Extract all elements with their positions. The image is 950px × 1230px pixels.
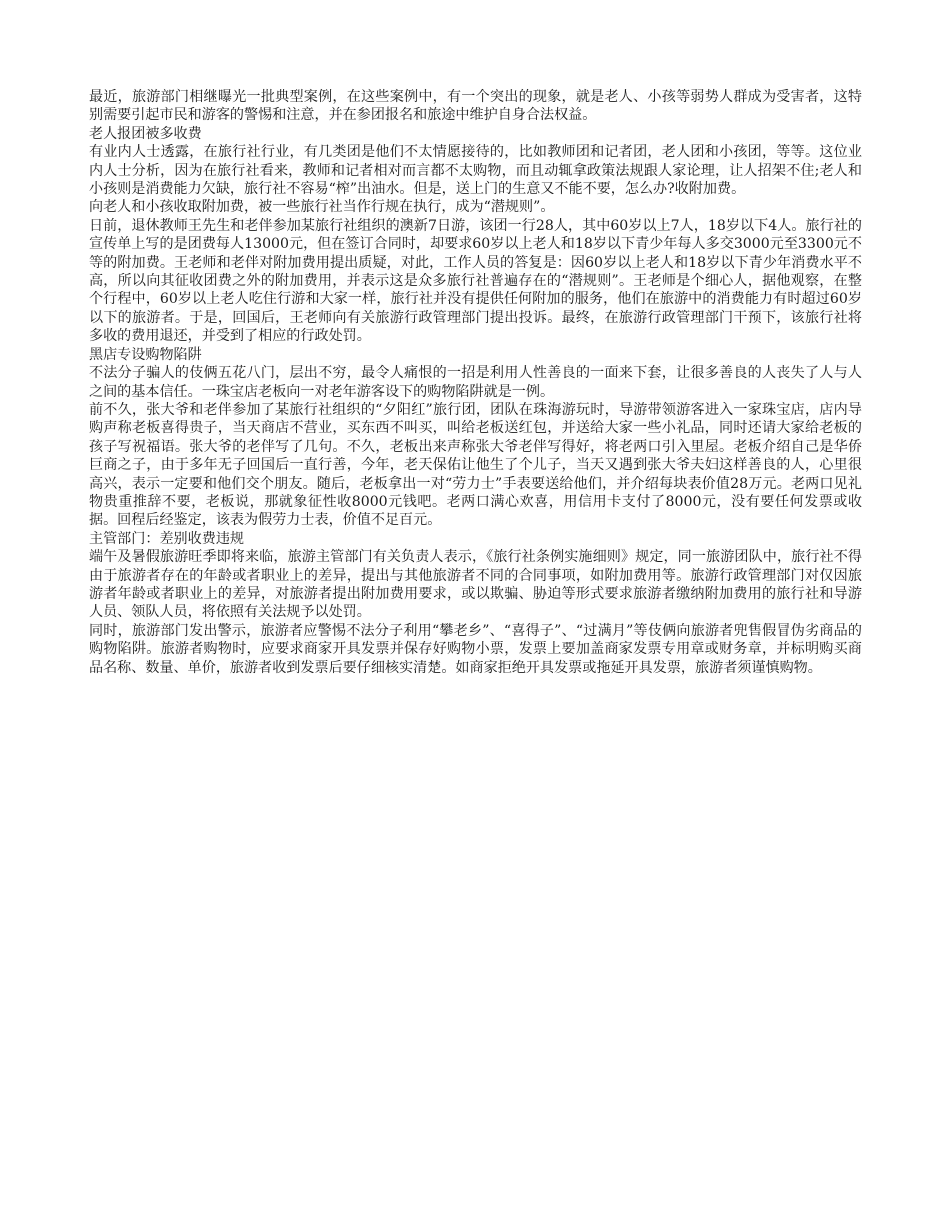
paragraph: 日前，退休教师王先生和老伴参加某旅行社组织的澳新7日游，该团一行28人，其中60岁以上7人，18岁以下4人。旅行社的宣传单上写的是团费每人13000元，但在签订合同时，却要求60岁以上老人和18岁以下青少年每人多交3000元至3300元不等的附加费。王老师和老伴对附加费用提出质疑，对此，工作人员的答复是：因60岁以上老人和18岁以下青少年消费水平不高，所以向其征收团费之外的附加费用，并表示这是众多旅行社普遍存在的“潜规则”。王老师是个细心人，据他观察，在整个行程中，60岁以上老人吃住行游和大家一样，旅行社并没有提供任何附加的服务，他们在旅游中的消费能力有时超过60岁以下的旅游者。于是，回国后，王老师向有关旅游行政管理部门提出投诉。最终，在旅游行政管理部门干预下，该旅行社将多收的费用退还，并受到了相应的行政处罚。 bbox=[89, 217, 862, 345]
paragraph: 向老人和小孩收取附加费，被一些旅行社当作行规在执行，成为“潜规则”。 bbox=[89, 199, 555, 216]
paragraph: 同时，旅游部门发出警示，旅游者应警惕不法分子利用“攀老乡”、“喜得子”、“过满月”等伎俩向旅游者兜售假冒伪劣商品的购物陷阱。旅游者购物时，应要求商家开具发票并保存好购物小票，发票上要加盖商家发票专用章或财务章，并标明购买商品名称、数量、单价，旅游者收到发票后要仔细核实清楚。如商家拒绝开具发票或拖延开具发票，旅游者须谨慎购物。 bbox=[89, 622, 862, 676]
section-heading-authority-ruling: 主管部门：差别收费违规 bbox=[89, 530, 245, 547]
section-heading-shopping-trap: 黑店专设购物陷阱 bbox=[89, 346, 202, 363]
paragraph: 端午及暑假旅游旺季即将来临，旅游主管部门有关负责人表示，《旅行社条例实施细则》规定，同一旅游团队中，旅行社不得由于旅游者存在的年龄或者职业上的差异，提出与其他旅游者不同的合同事项，如附加费用等。旅游行政管理部门对仅因旅游者年龄或者职业上的差异，对旅游者提出附加费用要求，或以欺骗、胁迫等形式要求旅游者缴纳附加费用的旅行社和导游人员、领队人员，将依照有关法规予以处罚。 bbox=[89, 549, 862, 621]
intro-paragraph: 最近，旅游部门相继曝光一批典型案例，在这些案例中，有一个突出的现象，就是老人、小孩等弱势人群成为受害者，这特别需要引起市民和游客的警惕和注意，并在参团报名和旅途中维护自身合法权益。 bbox=[89, 89, 862, 124]
section-heading-elderly-surcharge: 老人报团被多收费 bbox=[89, 125, 202, 142]
paragraph: 有业内人士透露，在旅行社行业，有几类团是他们不太情愿接待的，比如教师团和记者团，老人团和小孩团，等等。这位业内人士分析，因为在旅行社看来，教师和记者相对而言都不太购物，而且动辄拿政策法规跟人家论理，让人招架不住;老人和小孩则是消费能力欠缺，旅行社不容易“榨”出油水。但是，送上门的生意又不能不要，怎么办?收附加费。 bbox=[89, 144, 862, 198]
paragraph: 不法分子骗人的伎俩五花八门，层出不穷，最令人痛恨的一招是利用人性善良的一面来下套，让很多善良的人丧失了人与人之间的基本信任。一珠宝店老板向一对老年游客设下的购物陷阱就是一例。 bbox=[89, 365, 862, 400]
paragraph: 前不久，张大爷和老伴参加了某旅行社组织的“夕阳红”旅行团，团队在珠海游玩时，导游带领游客进入一家珠宝店，店内导购声称老板喜得贵子，当天商店不营业，买东西不叫买，叫给老板送红包，并送给大家一些小礼品，同时还请大家给老板的孩子写祝福语。张大爷的老伴写了几句。不久，老板出来声称张大爷老伴写得好，将老两口引入里屋。老板介绍自己是华侨巨商之子，由于多年无子回国后一直行善，今年，老天保佑让他生了个儿子，当天又遇到张大爷夫妇这样善良的人，心里很高兴，表示一定要和他们交个朋友。随后，老板拿出一对“劳力士”手表要送给他们，并介绍每块表价值28万元。老两口见礼物贵重推辞不要，老板说，那就象征性收8000元钱吧。老两口满心欢喜，用信用卡支付了8000元，没有要任何发票或收据。回程后经鉴定，该表为假劳力士表，价值不足百元。 bbox=[89, 401, 862, 529]
